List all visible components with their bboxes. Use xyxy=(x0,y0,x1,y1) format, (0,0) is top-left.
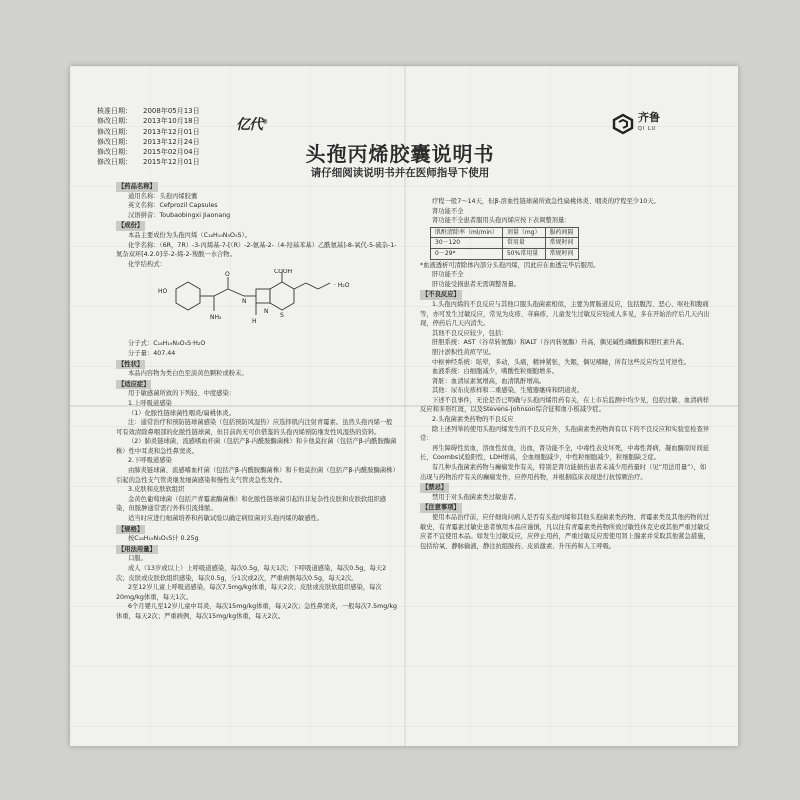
text-line: 其他不良反应较少，包括： xyxy=(432,329,508,337)
struct-h2o: · H₂O xyxy=(334,282,350,290)
text-line: 1.头孢丙烯的不良反应与其他口服头孢菌素相似，主要为胃肠道反应，包括腹泻、恶心、呕吐和腹痛等，亦可发生过敏反应，常见为皮疹、荨麻疹，儿童发生过敏反应较成人多见，多在开始治疗后几天内出现，停药后几天内消失。 xyxy=(420,300,710,328)
specification-text: 按C₁₈H₁₉N₃O₅S计 0.25g xyxy=(128,535,199,543)
date-value: 2013年12月01日 xyxy=(143,127,200,136)
table-cell: 30－120 xyxy=(431,238,503,249)
text-line: 中枢神经系统：眩晕，多动，头痛，精神紧张，失眠，偶见嗜睡，所有这些反应均呈可逆性。 xyxy=(432,358,691,366)
table-cell: 常用量 xyxy=(502,238,545,249)
section-precautions: 【注意事项】 xyxy=(422,504,460,512)
date-label: 修改日期： xyxy=(97,137,132,146)
text-line: 2至12岁儿童上呼吸道感染，每次7.5mg/kg体重，每天2次；皮肤或皮肤软组织感染，每次20mg/kg体重，每天1次。 xyxy=(116,584,382,601)
text-line: 通用名称：头孢丙烯胶囊 xyxy=(128,192,198,200)
molecular-formula: 分子式：C₁₈H₁₉N₃O₅S·H₂O xyxy=(128,340,206,348)
section-dosage: 【用法用量】 xyxy=(118,545,156,553)
text-line: 英文名称：Cefprozil Capsules xyxy=(128,202,218,210)
struct-s: S xyxy=(280,312,284,320)
brand-logo-right xyxy=(612,112,660,135)
chemical-structure xyxy=(116,269,398,339)
section-contraindications: 【禁忌】 xyxy=(422,484,448,492)
date-value: 2013年12月24日 xyxy=(143,137,200,146)
date-value: 2015年02月04日 xyxy=(143,148,200,157)
table-cell: 50%常用量 xyxy=(502,248,545,259)
struct-nh: N xyxy=(242,298,247,306)
table-cell: 肌酐清除率（ml/min） xyxy=(431,227,503,238)
document-title: 头孢丙烯胶囊说明书 xyxy=(305,142,495,166)
text-line: 除上述列举的使用头孢丙烯发生的不良反应外，头孢菌素类药物尚有以下的不良反应和实验室检查异常： xyxy=(420,425,710,443)
struct-n: N xyxy=(264,308,269,316)
text-line: 1.上呼吸道感染 xyxy=(128,399,172,407)
left-column xyxy=(116,181,398,622)
section-properties: 【性状】 xyxy=(118,360,144,368)
section-composition: 【成份】 xyxy=(118,222,144,230)
table-cell: 0－29* xyxy=(431,248,503,259)
date-label: 修改日期： xyxy=(97,127,132,136)
text-line: 适当时应进行细菌培养和药敏试验以确定病原菌对头孢丙烯的敏感性。 xyxy=(128,515,324,523)
revision-date-row xyxy=(97,127,200,137)
table-cell: 服药间隔 xyxy=(545,227,578,238)
text-line: 血液系统：白细胞减少，嗜酸性粒细胞增多。 xyxy=(432,368,558,376)
hepatic-heading: 肝功能不全 xyxy=(432,271,464,279)
document-subtitle: 请仔细阅读说明书并在医师指导下使用 xyxy=(310,167,490,179)
text-line: 本品主要成份为头孢丙烯（C₁₈H₁₉N₃O₅S）。 xyxy=(128,231,251,239)
text-line: 有几种头孢菌素药物与癫痫发作有关，特别是肾功能损伤患者未减少用药量时（见“用法用量”），如出现与药物治疗有关的癫痫发作，应停用药物，并根据临床表现进行抗惊厥治疗。 xyxy=(420,464,707,481)
table-cell: 常规时间 xyxy=(545,248,578,259)
struct-o: O xyxy=(225,271,230,279)
text-line: （1）化脓性链球菌性咽炎/扁桃体炎。 xyxy=(128,409,235,417)
text-line: 由肺炎链球菌、流感嗜血杆菌（包括产β-内酰胺酶菌株）和卡他莫拉菌（包括产β-内酰胺酶菌株）引起的急性支气管炎继发细菌感染和慢性支气管炎急性发作。 xyxy=(116,467,396,484)
section-specification: 【规格】 xyxy=(118,525,144,533)
table-cell: 剂量（mg） xyxy=(502,227,545,238)
text-line: 下述不良事件，无论是否已明确与头孢丙烯用药有关，在上市后监测中均少见，包括过敏、血清病样反应和多形红斑，以及Stevens-Johnson综合征和血小板减少症。 xyxy=(420,396,710,414)
date-value: 2008年05月13日 xyxy=(143,107,200,115)
text-line: （2）肺炎链球菌、流感嗜血杆菌（包括产β-内酰胺酶菌株）和卡他莫拉菌（包括产β-内酰胺酶菌株）性中耳炎和急性鼻窦炎。 xyxy=(116,438,397,455)
text-line: 口服。 xyxy=(128,555,147,563)
text-line: 汉语拼音：Toubaobingxi Jiaonang xyxy=(128,211,231,219)
text-line: 用于敏感菌所致的下列轻、中度感染： xyxy=(128,390,236,398)
section-name: 【药品名称】 xyxy=(118,183,156,190)
text-line: 肾脏：血清尿素氮增高，血清肌酐增高。 xyxy=(432,377,546,385)
struct-nh2: NH₂ xyxy=(210,314,222,322)
text-line: 胆汁淤积性黄疸罕见。 xyxy=(432,348,495,356)
hepatic-note: 肝功能受损患者无需调整剂量。 xyxy=(432,280,521,288)
renal-heading: 肾功能不全 xyxy=(432,207,464,215)
table-footnote: *血液透析可清除体内部分头孢丙烯，因此应在血透完毕后服用。 xyxy=(420,261,600,269)
table-row xyxy=(431,248,579,259)
properties-text: 本品内容物为类白色至淡黄色颗粒或粉末。 xyxy=(128,370,248,378)
course-text: 疗程一般7～14天，但β-溶血性链球菌所致急性扁桃体炎、咽炎的疗程至少10天。 xyxy=(432,198,660,205)
table-row xyxy=(431,227,579,238)
section-adverse-reactions: 【不良反应】 xyxy=(422,291,460,299)
text-line: 肝胆系统：AST（谷草转氨酶）和ALT（谷丙转氨酶）升高，偶见碱性磷酸酶和胆红素升高。 xyxy=(432,339,688,347)
structure-drawing xyxy=(156,269,376,339)
text-line: 3.皮肤和皮肤软组织 xyxy=(128,486,185,494)
renal-dose-table xyxy=(430,227,579,260)
text-line: 化学结构式： xyxy=(128,260,166,268)
text-line: 再生障碍性贫血，溶血性贫血，出血，肾功能不全，中毒性表皮坏死，中毒性肾病，凝血酶原时间延长，Coombs试验阳性，LDH增高，全血细胞减少，中性粒细胞减少，粒细胞缺乏症。 xyxy=(420,444,710,462)
text-line: 金黄色葡萄球菌（包括产青霉素酶菌株）和化脓性链球菌引起的非复杂性皮肤和皮肤软组织感染，但脓肿通常需行外科引流排脓。 xyxy=(116,495,387,513)
date-label: 修改日期： xyxy=(97,117,132,126)
qilu-logo-icon xyxy=(612,113,634,135)
section-indications: 【适应症】 xyxy=(118,380,150,388)
text-line: 2.头孢菌素类药物的不良反应 xyxy=(432,416,514,424)
brand-logo-left: 亿代® xyxy=(236,117,267,133)
struct-cooh: COOH xyxy=(274,269,293,276)
date-value: 2013年10月18日 xyxy=(143,117,200,126)
date-label: 修改日期： xyxy=(97,148,132,157)
text-line: 注：通常治疗和预防链球菌感染（包括预防风湿热）应选择肌内注射青霉素。虽然头孢丙烯一般可有效清除鼻咽部的化脓性链球菌，但目前尚无可供借鉴的头孢丙烯预防继发性风湿热的资料。 xyxy=(116,419,393,436)
revision-date-row xyxy=(97,106,200,116)
logo-right-name: 齐鲁 xyxy=(638,111,660,124)
table-cell: 常规时间 xyxy=(545,238,578,249)
struct-ho: HO xyxy=(158,288,168,296)
text-line: 其他：尿布皮疹样和二重感染，生殖器瘙痒和阴道炎。 xyxy=(432,387,584,395)
text-line: 2.下呼吸道感染 xyxy=(128,457,172,465)
right-column xyxy=(420,197,712,551)
date-value: 2015年12月01日 xyxy=(143,158,200,167)
table-row xyxy=(431,238,579,249)
revision-date-row xyxy=(97,116,200,126)
text-line: 使用本品治疗前，应仔细询问病人是否有头孢丙烯和其他头孢菌素类药物、青霉素类及其他药物的过敏史，有青霉素过敏史患者慎用本品应谨慎，凡以往有青霉素类药物所致过敏性休克史或其他严重过敏反应者不宜使用本品。如发生过敏反应，应停止用药，严重过敏反应需使用肾上腺素并采取其他紧急措施，包括给氧、静脉输液，静注抗组胺药、皮质激素、升压药和人工呼吸。 xyxy=(420,514,710,550)
contraindications-text: 禁用于对头孢菌素类过敏患者。 xyxy=(432,493,521,501)
molecular-weight: 分子量：407.44 xyxy=(128,349,176,357)
text-line: 6个月婴儿至12岁儿童中耳炎，每次15mg/kg体重，每天2次；急性鼻窦炎，一般每次7.5mg/kg体重，每天2次；严重病例，每次15mg/kg体重，每天2次。 xyxy=(116,603,398,620)
date-label: 修改日期： xyxy=(97,158,132,167)
struct-h: H xyxy=(252,318,257,326)
text-line: 化学名称：（6R，7R）-3-丙烯基-7-[（R）-2-氨基-2-（4-羟基苯基）乙酰氨基]-8-氧代-5-硫杂-1-氮杂双环[4.2.0]辛-2-烯-2-羧酸一水合物。 xyxy=(116,241,397,259)
date-label: 核准日期： xyxy=(97,107,132,115)
renal-note: 肾功能不全患者服用头孢丙烯应按下表调整剂量： xyxy=(432,217,571,225)
logo-right-sub: QI LU xyxy=(638,126,657,132)
text-line: 成人（13岁或以上）上呼吸道感染，每次0.5g，每天1次；下呼吸道感染，每次0.5g，每天2次；皮肤或皮肤软组织感染，每次0.5g，分1次或2次，严重病例每次0.5g，每天2次。 xyxy=(116,565,387,582)
